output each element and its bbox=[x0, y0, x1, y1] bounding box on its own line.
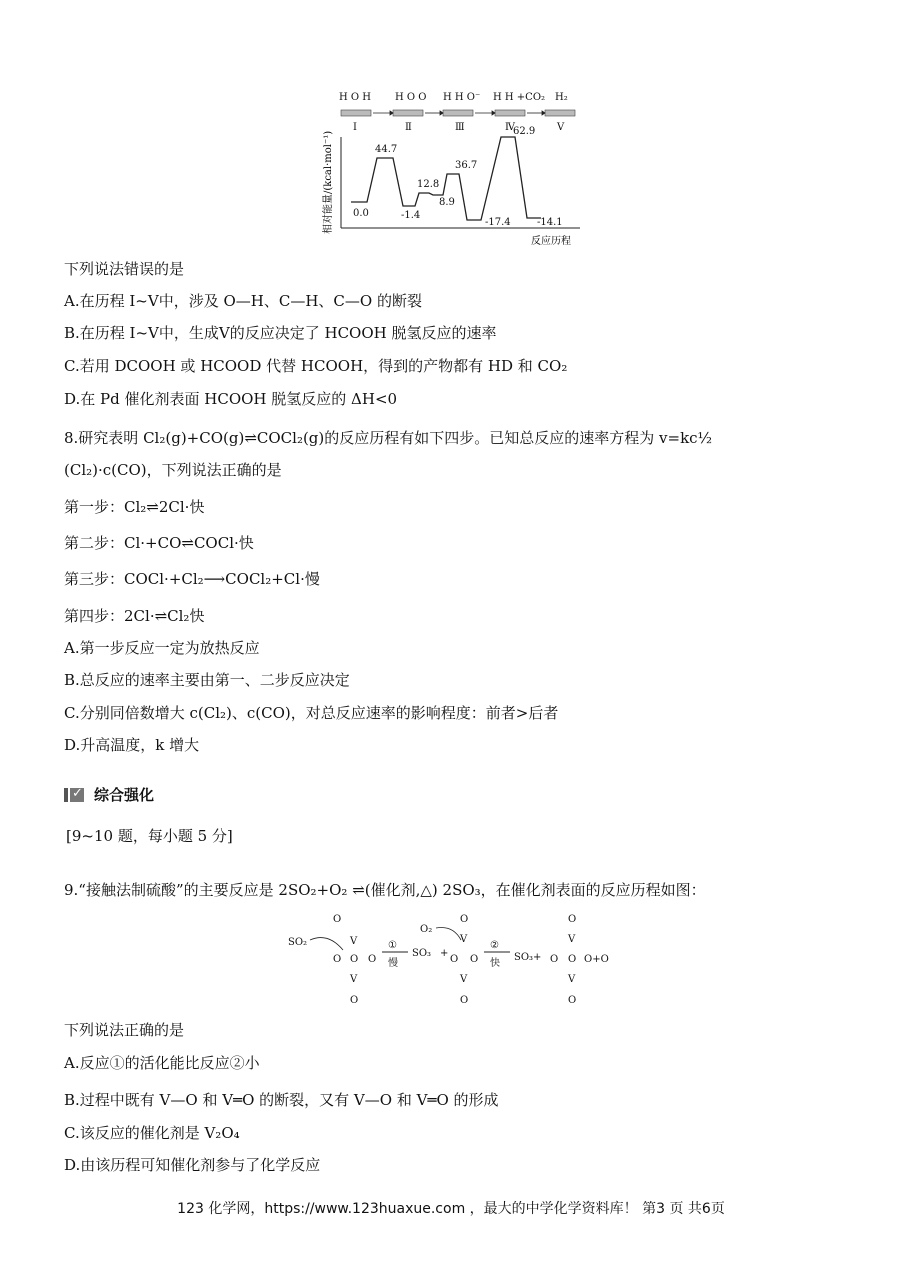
q8-step-4: 第四步：2Cl·⇌Cl₂快 bbox=[64, 607, 205, 625]
section-title: 综合强化 bbox=[94, 786, 155, 804]
vanadium-mechanism-figure bbox=[288, 910, 628, 1010]
molecule-1: H O H bbox=[339, 92, 371, 103]
page-footer: 123 化学网，https://www.123huaxue.com ，最大的中学化学资料库！ 第3 页 共6页 bbox=[177, 1201, 725, 1217]
q8-option-b: B.总反应的速率主要由第一、二步反应决定 bbox=[64, 671, 350, 689]
svg-text:V: V bbox=[568, 934, 576, 945]
energy-label-6: 36.7 bbox=[455, 160, 478, 171]
energy-label-5: 8.9 bbox=[439, 197, 455, 208]
q8-stem-line2: (Cl₂)·c(CO)，下列说法正确的是 bbox=[64, 461, 282, 479]
svg-text:V: V bbox=[460, 934, 468, 945]
energy-label-8: 62.9 bbox=[513, 126, 536, 137]
svg-text:V: V bbox=[350, 974, 358, 985]
q7-option-d: D.在 Pd 催化剂表面 HCOOH 脱氢反应的 ΔH<0 bbox=[64, 390, 398, 408]
energy-label-2: 44.7 bbox=[375, 144, 398, 155]
step2-speed: 快 bbox=[490, 958, 500, 969]
molecule-5: H₂ bbox=[555, 92, 568, 103]
svg-text:O: O bbox=[568, 954, 577, 965]
step1-speed: 慢 bbox=[388, 958, 398, 969]
x-axis-label: 反应历程 bbox=[531, 236, 571, 247]
label-o2: O₂ bbox=[420, 924, 433, 935]
stage-label-2: Ⅱ bbox=[405, 122, 412, 133]
q8-step-1: 第一步：Cl₂⇌2Cl·快 bbox=[64, 498, 205, 516]
label-so2: SO₂ bbox=[288, 937, 308, 948]
q9-option-a: A.反应①的活化能比反应②小 bbox=[64, 1054, 260, 1072]
energy-label-4: 12.8 bbox=[417, 179, 440, 190]
section-heading bbox=[64, 784, 154, 805]
q8-stem-line1: 8.研究表明 Cl₂(g)+CO(g)⇌COCl₂(g)的反应历程有如下四步。已知总反应的速率方程为 v=kc½ bbox=[64, 429, 713, 447]
svg-text:O: O bbox=[568, 914, 577, 925]
q8-option-a: A.第一步反应一定为放热反应 bbox=[64, 639, 260, 657]
q7-option-c: C.若用 DCOOH 或 HCOOD 代替 HCOOH，得到的产物都有 HD 和 CO₂ bbox=[64, 357, 568, 375]
y-axis-label: 相对能量/(kcal·mol⁻¹) bbox=[323, 130, 334, 234]
svg-text:O: O bbox=[460, 995, 469, 1006]
molecule-4: H H +CO₂ bbox=[493, 92, 546, 103]
step2-number: ② bbox=[490, 940, 499, 951]
svg-text:O: O bbox=[368, 954, 377, 965]
q8-option-d: D.升高温度，k 增大 bbox=[64, 736, 200, 754]
svg-text:V: V bbox=[350, 936, 358, 947]
svg-text:O: O bbox=[460, 914, 469, 925]
svg-text:V: V bbox=[568, 974, 576, 985]
svg-text:O: O bbox=[470, 954, 479, 965]
attack-arrow-2 bbox=[436, 928, 461, 941]
q9-option-c: C.该反应的催化剂是 V₂O₄ bbox=[64, 1124, 240, 1142]
q8-option-c: C.分别同倍数增大 c(Cl₂)、c(CO)，对总反应速率的影响程度：前者>后者 bbox=[64, 704, 559, 722]
q9-stem: 9.“接触法制硫酸”的主要反应是 2SO₂+O₂ ⇌(催化剂,△) 2SO₃，在催化剂表面的反应历程如图： bbox=[64, 881, 706, 899]
q7-stem: 下列说法错误的是 bbox=[64, 260, 185, 278]
q9-stem2: 下列说法正确的是 bbox=[64, 1021, 185, 1039]
stage-label-3: Ⅲ bbox=[455, 122, 465, 133]
v2o5-left: O bbox=[333, 914, 342, 925]
q9-option-b: B.过程中既有 V—O 和 V═O 的断裂，又有 V—O 和 V═O 的形成 bbox=[64, 1091, 499, 1109]
attack-arrow-1 bbox=[310, 938, 343, 950]
energy-profile-figure bbox=[305, 62, 605, 252]
energy-label-9: -14.1 bbox=[537, 217, 563, 228]
svg-text:O: O bbox=[333, 954, 342, 965]
label-so3-a: SO₃ bbox=[412, 948, 432, 959]
svg-text:V: V bbox=[460, 974, 468, 985]
checkbox-icon: ✓ bbox=[64, 786, 86, 804]
step1-number: ① bbox=[388, 940, 397, 951]
energy-label-1: 0.0 bbox=[353, 208, 369, 219]
energy-label-7: -17.4 bbox=[485, 217, 511, 228]
section-range: [9~10 题，每小题 5 分] bbox=[66, 827, 233, 845]
label-so3-b: SO₃+ bbox=[514, 952, 542, 963]
stage-label-4: Ⅳ bbox=[505, 122, 515, 133]
q7-option-a: A.在历程 Ⅰ~Ⅴ中，涉及 O—H、C—H、C—O 的断裂 bbox=[64, 292, 422, 310]
label-o-plus-o: O+O bbox=[584, 954, 609, 965]
molecule-2: H O O bbox=[395, 92, 427, 103]
q9-option-d: D.由该历程可知催化剂参与了化学反应 bbox=[64, 1156, 321, 1174]
svg-text:O: O bbox=[450, 954, 459, 965]
svg-text:O: O bbox=[550, 954, 559, 965]
molecule-3: H H O⁻ bbox=[443, 92, 481, 103]
q8-step-3: 第三步：COCl·+Cl₂⟶COCl₂+Cl·慢 bbox=[64, 570, 320, 588]
q7-option-b: B.在历程 Ⅰ~Ⅴ中，生成Ⅴ的反应决定了 HCOOH 脱氢反应的速率 bbox=[64, 324, 497, 342]
energy-label-3: -1.4 bbox=[401, 210, 421, 221]
svg-text:O: O bbox=[350, 954, 359, 965]
svg-text:O: O bbox=[568, 995, 577, 1006]
q8-step-2: 第二步：Cl·+CO⇌COCl·快 bbox=[64, 534, 254, 552]
svg-text:O: O bbox=[350, 995, 359, 1006]
plus-sign: + bbox=[440, 948, 449, 959]
stage-label-1: Ⅰ bbox=[353, 122, 357, 133]
stage-label-5: Ⅴ bbox=[557, 122, 565, 133]
